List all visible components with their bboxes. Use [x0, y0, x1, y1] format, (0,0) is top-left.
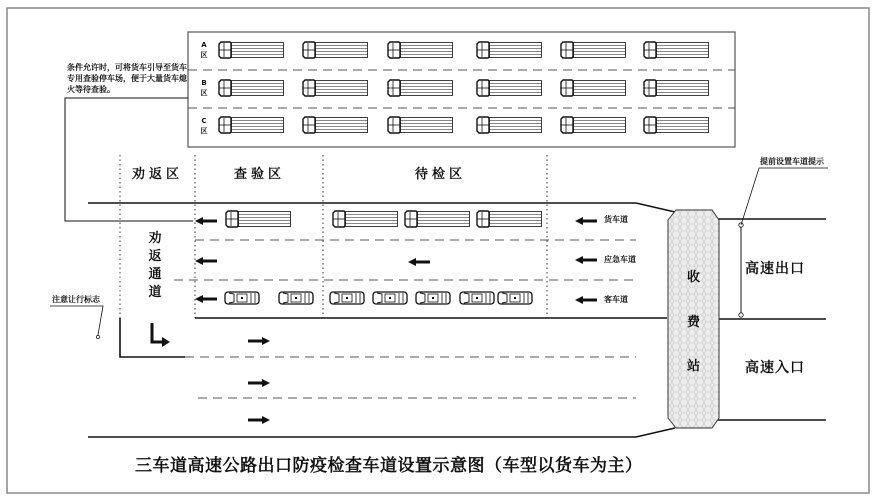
highway-entrance-label: 高速入口: [745, 360, 805, 376]
toll-station-char-3: 站: [687, 359, 701, 374]
truck-lane-label: 货车道: [604, 215, 628, 224]
diagram-title: 三车道高速公路出口防疫检查车道设置示意图（车型以货车为主）: [135, 456, 643, 476]
parking-area-c-label: [198, 116, 210, 136]
highway-exit-label: 高速出口: [745, 261, 805, 277]
u-turn-arrow-icon: [152, 323, 170, 347]
passenger-lane-label: 客车道: [604, 295, 628, 304]
area-suffix: 区: [200, 127, 208, 135]
waiting-zone-heading: 待检区: [415, 167, 467, 182]
parking-area-b-label: [198, 78, 210, 98]
toll-station-char-1: 收: [687, 270, 701, 285]
yield-sign-label: 注意让行标志: [52, 295, 100, 304]
return-channel-label: 劝返通道: [148, 231, 162, 300]
inspection-zone-heading: 查验区: [234, 167, 286, 182]
yield-sign-marker: [50, 306, 103, 339]
advance-lane-sign-label: 提前设置车道提示: [760, 157, 824, 166]
area-suffix: 区: [200, 89, 208, 97]
emergency-lane-label: 应急车道: [604, 255, 636, 264]
truck-parking-lot: [188, 32, 735, 147]
parking-note: 条件允许时，可将货车引导至货车专用查验停车场，便于大量货车熄火等待查验。: [67, 63, 187, 94]
area-letter: C: [201, 117, 207, 125]
return-zone-heading: 劝返区: [132, 167, 184, 182]
area-suffix: 区: [200, 51, 208, 59]
toll-station-char-2: 费: [687, 315, 701, 330]
lane-markings: [174, 240, 636, 398]
parking-area-a-label: [198, 40, 210, 60]
advance-sign-marker: [739, 168, 828, 317]
area-letter: A: [201, 41, 207, 49]
area-letter: B: [201, 79, 207, 87]
